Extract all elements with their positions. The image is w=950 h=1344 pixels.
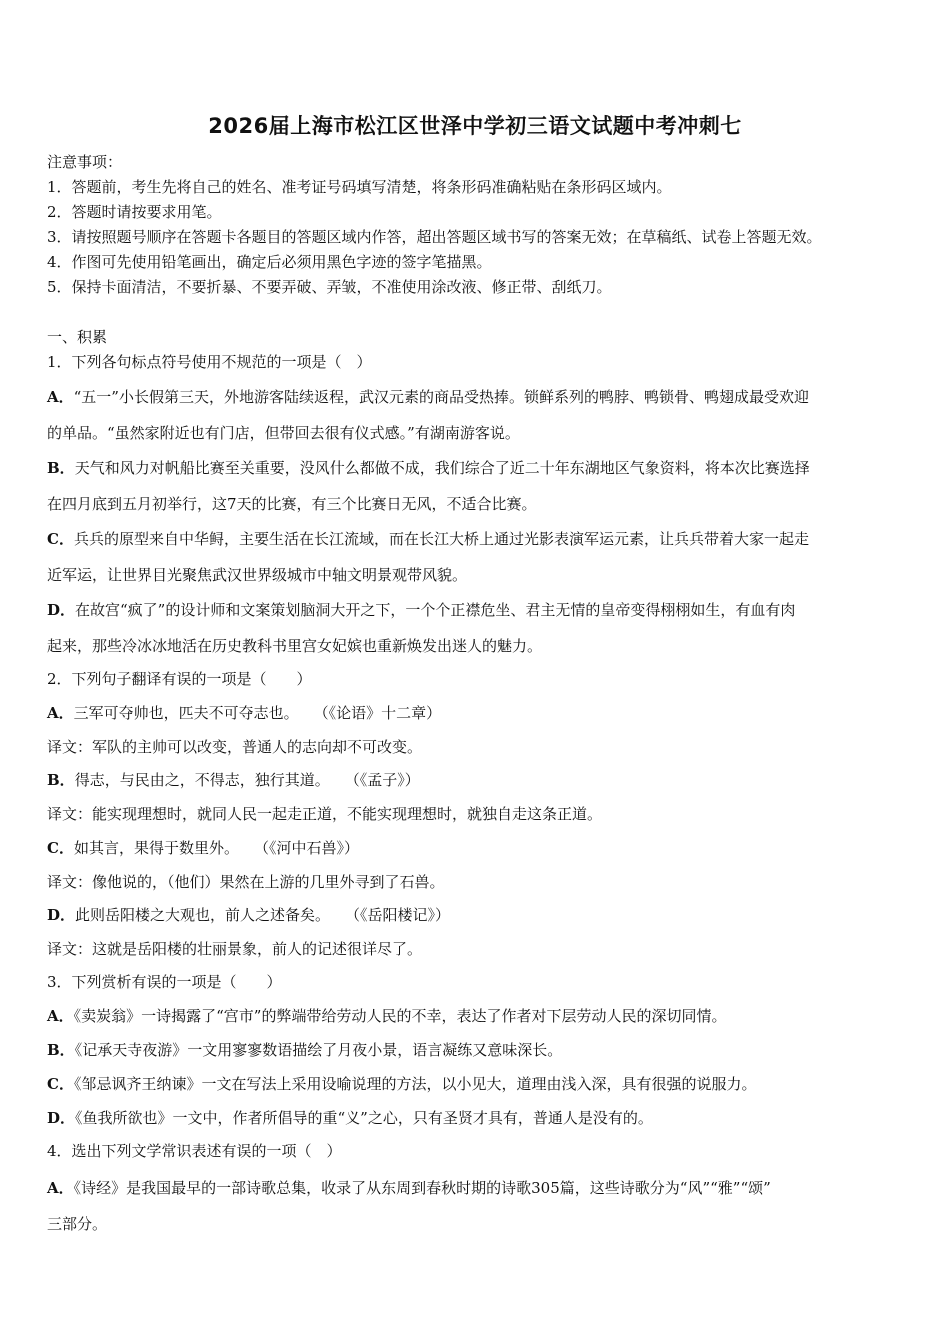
option-text: 《诗经》是我国最早的一部诗歌总集，收录了从东周到春秋时期的诗歌305篇，这些诗歌分为“风”“雅”“颂” <box>73 1179 771 1197</box>
notice-item: 5．保持卡面清洁，不要折暴、不要弄破、弄皱，不准使用涂改液、修正带、刮纸刀。 <box>47 278 612 296</box>
option-text: 《鱼我所欲也》一文中，作者所倡导的重“义”之心，只有圣贤才具有，普通人是没有的。 <box>75 1109 653 1127</box>
option-text: 如其言，果得于数里外。 （《河中石兽》） <box>73 839 359 857</box>
question-stem: 1．下列各句标点符号使用不规范的一项是（ ） <box>47 353 372 371</box>
option-label: A． <box>47 388 74 406</box>
option-text-continued: 近军运，让世界目光聚焦武汉世界级城市中轴文明景观带风貌。 <box>47 566 468 584</box>
option-line <box>47 905 450 925</box>
option-label: A． <box>47 1007 74 1025</box>
option-line <box>47 529 809 549</box>
option-text-continued: 的单品。“虽然家附近也有门店，但带回去很有仪式感。”有湖南游客说。 <box>47 424 520 442</box>
option-label: A． <box>47 704 74 722</box>
option-line <box>47 1108 653 1128</box>
notice-item: 2．答题时请按要求用笔。 <box>47 203 222 221</box>
question-stem: 2．下列句子翻译有误的一项是（ ） <box>47 670 312 688</box>
question-stem: 3．下列赏析有误的一项是（ ） <box>47 973 282 991</box>
option-line <box>47 458 810 478</box>
option-line <box>47 770 420 790</box>
option-text: 兵兵的原型来自中华鲟，主要生活在长江流域，而在长江大桥上通过光影表演军运元素，让兵兵带着大家一起走 <box>73 530 809 548</box>
option-text: 三军可夺帅也，匹夫不可夺志也。 （《论语》十二章） <box>73 704 442 722</box>
option-line <box>47 1178 771 1198</box>
option-label: C． <box>47 839 74 857</box>
notice-item: 4．作图可先使用铅笔画出，确定后必须用黑色字迹的签字笔描黑。 <box>47 253 492 271</box>
option-text: 在故宫“疯了”的设计师和文案策划脑洞大开之下，一个个正襟危坐、君主无情的皇帝变得栩栩如生，有血有肉 <box>75 601 796 619</box>
question-stem: 4．选出下列文学常识表述有误的一项（ ） <box>47 1142 342 1160</box>
option-line <box>47 703 441 723</box>
translation: 译文：能实现理想时，就同人民一起走正道，不能实现理想时，就独自走这条正道。 <box>47 805 603 823</box>
option-line <box>47 600 795 620</box>
translation: 译文：像他说的，（他们）果然在上游的几里外寻到了石兽。 <box>47 873 445 891</box>
translation: 译文：军队的主帅可以改变，普通人的志向却不可改变。 <box>47 738 423 756</box>
option-label: D． <box>47 601 76 619</box>
option-label: B． <box>47 459 75 477</box>
option-text: “五一”小长假第三天，外地游客陆续返程，武汉元素的商品受热捧。锁鲜系列的鸭脖、鸭锁骨、鸭翅成最受欢迎 <box>73 388 809 406</box>
option-label: B． <box>47 771 75 789</box>
option-label: A． <box>47 1179 74 1197</box>
option-line <box>47 1074 756 1094</box>
option-text-continued: 起来，那些冷冰冰地活在历史教科书里宫女妃嫔也重新焕发出迷人的魅力。 <box>47 637 543 655</box>
option-text: 天气和风力对帆船比赛至关重要，没风什么都做不成，我们综合了近二十年东湖地区气象资料，将本次比赛选择 <box>74 459 810 477</box>
option-text: 《卖炭翁》一诗揭露了“宫市”的弊端带给劳动人民的不幸，表达了作者对下层劳动人民的深切同情。 <box>73 1007 727 1025</box>
notice-item: 3．请按照题号顺序在答题卡各题目的答题区域内作答，超出答题区域书写的答案无效；在草稿纸、试卷上答题无效。 <box>47 228 822 246</box>
page-title: 2026届上海市松江区世泽中学初三语文试题中考冲刺七 <box>208 114 742 138</box>
option-line <box>47 387 809 407</box>
translation: 译文：这就是岳阳楼的壮丽景象，前人的记述很详尽了。 <box>47 940 423 958</box>
section-heading: 一、积累 <box>47 328 108 346</box>
option-text-continued: 在四月底到五月初举行，这7天的比赛，有三个比赛日无风，不适合比赛。 <box>47 495 537 513</box>
option-label: D． <box>47 1109 76 1127</box>
option-label: B． <box>47 1041 75 1059</box>
notice-heading: 注意事项： <box>47 153 123 171</box>
option-text: 得志，与民由之，不得志，独行其道。 （《孟子》） <box>74 771 420 789</box>
option-label: C． <box>47 530 74 548</box>
option-label: C． <box>47 1075 74 1093</box>
option-text: 此则岳阳楼之大观也，前人之述备矣。 （《岳阳楼记》） <box>75 906 451 924</box>
option-line <box>47 838 359 858</box>
option-line <box>47 1006 726 1026</box>
option-text-continued: 三部分。 <box>47 1215 108 1233</box>
option-label: D． <box>47 906 76 924</box>
notice-item: 1．答题前，考生先将自己的姓名、准考证号码填写清楚，将条形码准确粘贴在条形码区域内。 <box>47 178 672 196</box>
option-text: 《邹忌讽齐王纳谏》一文在写法上采用设喻说理的方法，以小见大，道理由浅入深，具有很强的说服力。 <box>73 1075 757 1093</box>
option-text: 《记承天寺夜游》一文用寥寥数语描绘了月夜小景，语言凝练又意味深长。 <box>74 1041 563 1059</box>
option-line <box>47 1040 562 1060</box>
